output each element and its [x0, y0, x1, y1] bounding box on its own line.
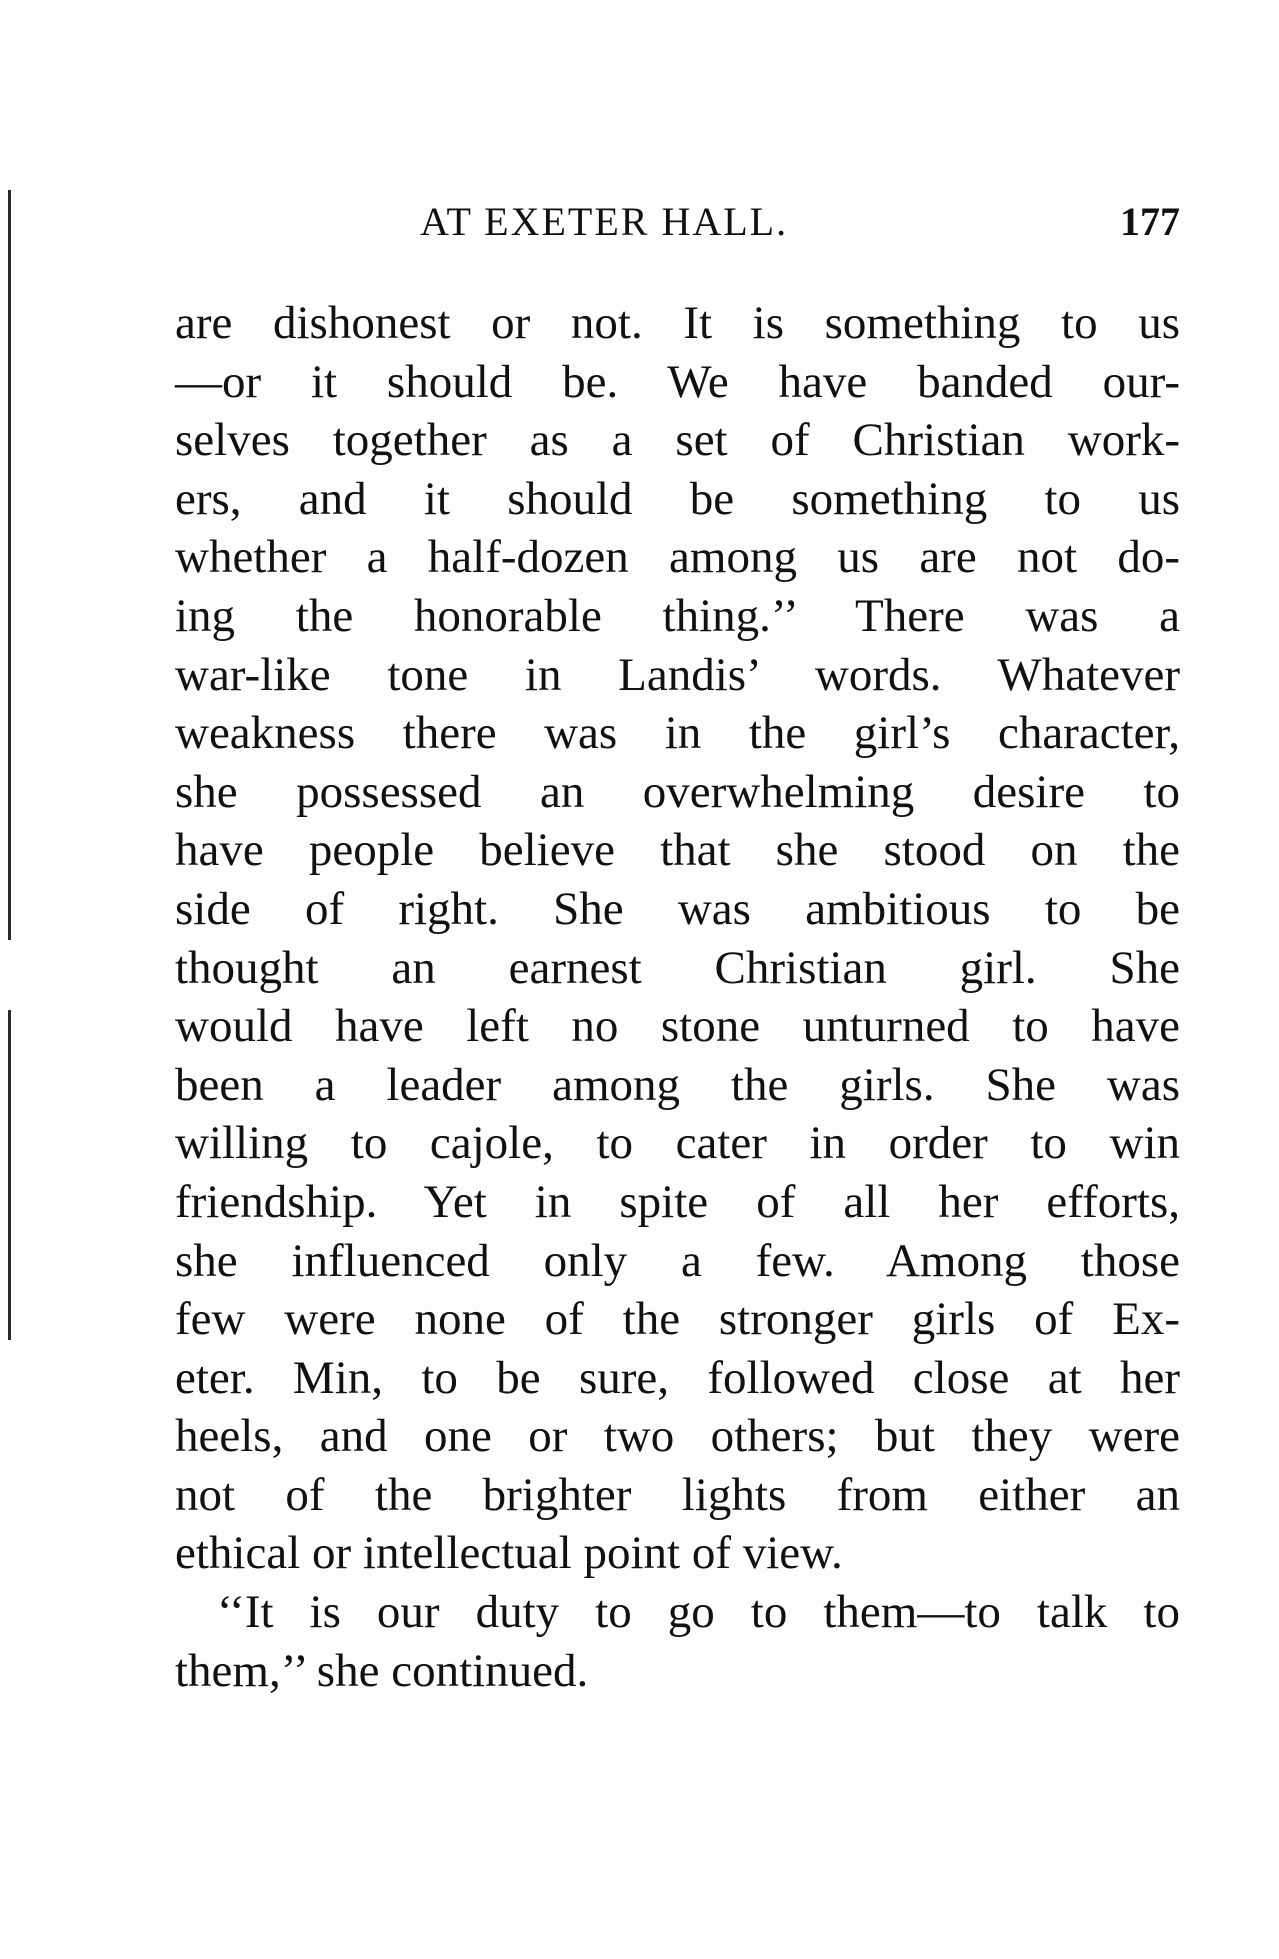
binding-edge-shadow-lower	[8, 1010, 11, 1340]
text-line: been a leader among the girls. She was	[175, 1058, 1180, 1111]
text-line: war-like tone in Landis’ words. Whatever	[175, 648, 1180, 701]
text-line: would have left no stone unturned to have	[175, 1000, 1180, 1053]
text-line: not of the brighter lights from either an	[175, 1468, 1180, 1521]
text-line: —or it should be. We have banded our-	[175, 355, 1180, 408]
text-line: heels, and one or two others; but they were	[175, 1410, 1180, 1463]
paragraph-end-line: them,’’ she continued.	[175, 1644, 589, 1697]
text-line: she possessed an overwhelming desire to	[175, 765, 1180, 818]
body-text	[175, 294, 1180, 1700]
text-line: whether a half-dozen among us are not do-	[175, 531, 1180, 584]
text-line: have people believe that she stood on the	[175, 824, 1180, 877]
text-line: are dishonest or not. It is something to us	[175, 297, 1180, 349]
text-line: thought an earnest Christian girl. She	[175, 941, 1180, 994]
running-head: AT EXETER HALL.	[420, 199, 789, 244]
text-line: weakness there was in the girl’s character,	[175, 707, 1180, 760]
page-header	[175, 198, 1180, 258]
text-line: friendship. Yet in spite of all her efforts,	[175, 1175, 1180, 1228]
paragraph-end-line: ethical or intellectual point of view.	[175, 1527, 843, 1580]
text-line: willing to cajole, to cater in order to win	[175, 1117, 1180, 1170]
text-line: selves together as a set of Christian work-	[175, 414, 1180, 467]
text-line: few were none of the stronger girls of Ex-	[175, 1293, 1180, 1346]
paragraph-start-line: ‘‘It is our duty to go to them—to talk to	[217, 1586, 1180, 1639]
text-line: ers, and it should be something to us	[175, 472, 1180, 525]
binding-edge-shadow	[8, 190, 11, 940]
text-line: eter. Min, to be sure, followed close at her	[175, 1351, 1180, 1404]
page-number: 177	[1120, 199, 1180, 244]
text-line: ing the honorable thing.’’ There was a	[175, 589, 1180, 642]
text-line: side of right. She was ambitious to be	[175, 882, 1180, 935]
text-line: she influenced only a few. Among those	[175, 1234, 1180, 1287]
